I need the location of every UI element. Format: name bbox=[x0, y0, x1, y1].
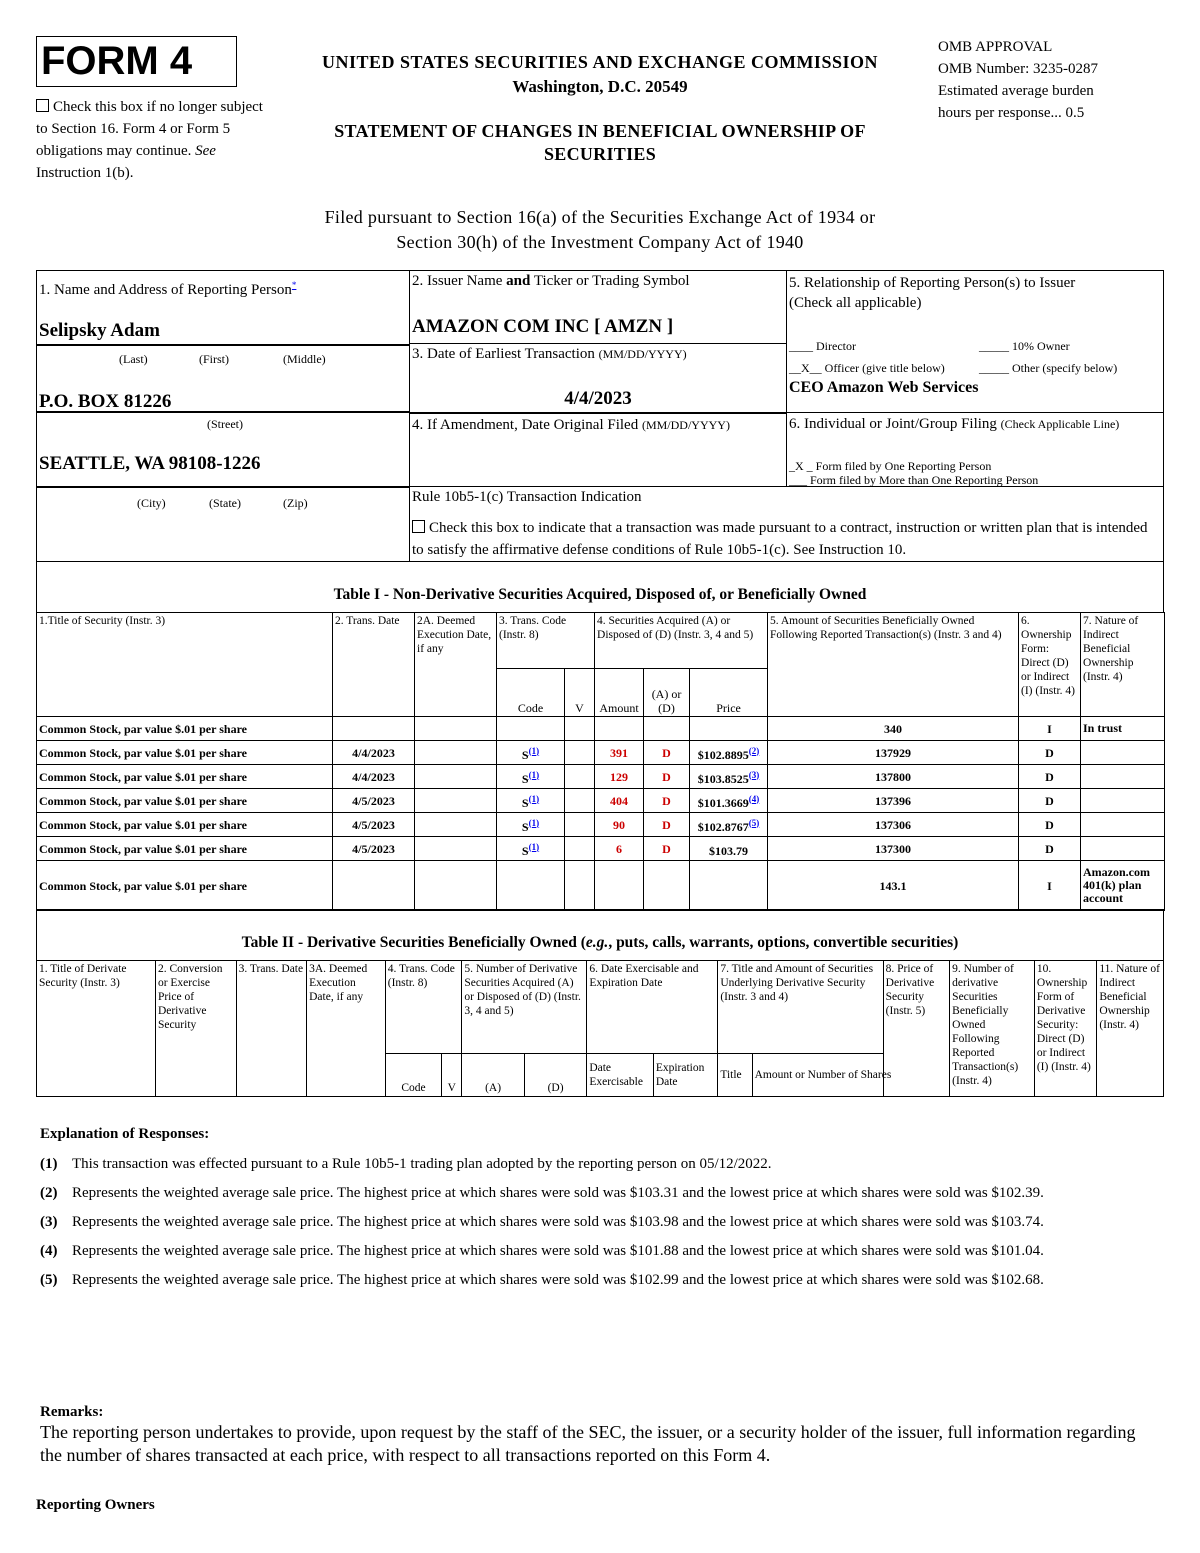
t1-h4: 4. Securities Acquired (A) or Disposed of (D) (Instr. 3, 4 and 5) bbox=[595, 613, 768, 669]
t2-h10: 10. Ownership Form of Derivative Security: Direct (D) or Indirect (I) (Instr. 4) bbox=[1034, 961, 1096, 1097]
t1-code-header: Code bbox=[497, 669, 565, 717]
city-state-zip: SEATTLE, WA 98108-1226 bbox=[39, 453, 261, 474]
t1-h1: 1.Title of Security (Instr. 3) bbox=[37, 613, 333, 717]
section16-check-info bbox=[36, 96, 266, 184]
t2-h11: 11. Nature of Indirect Beneficial Ownership (Instr. 4) bbox=[1097, 961, 1164, 1097]
amendment-box bbox=[409, 412, 787, 487]
price: $102.8767 bbox=[697, 819, 749, 834]
last-label: (Last) bbox=[119, 352, 148, 366]
t2-h2: 2. Conversion or Exercise Price of Derivative Security bbox=[155, 961, 236, 1097]
t2-d-header: (D) bbox=[524, 1054, 586, 1097]
t1-h2a: 2A. Deemed Execution Date, if any bbox=[415, 613, 497, 717]
amount-owned: 340 bbox=[884, 721, 903, 736]
t2-h7: 7. Title and Amount of Securities Underlying Derivative Security (Instr. 3 and 4) bbox=[718, 961, 883, 1054]
amount-owned: 137929 bbox=[875, 745, 912, 760]
filing-label-text: 6. Individual or Joint/Group Filing bbox=[789, 416, 997, 432]
t2-h3a: 3A. Deemed Execution Date, if any bbox=[307, 961, 386, 1097]
note-text: Represents the weighted average sale price. The highest price at which shares were sold was $103.31 and the lowest price at which shares were sold was $102.39. bbox=[72, 1185, 1044, 1201]
footnote-link[interactable]: (5) bbox=[748, 817, 760, 828]
footnote-link[interactable]: (1) bbox=[528, 817, 540, 828]
agency-city: Washington, D.C. 20549 bbox=[512, 77, 688, 96]
t2-h5: 5. Number of Derivative Securities Acquired (A) or Disposed of (D) (Instr. 3, 4 and 5) bbox=[462, 961, 587, 1054]
t2-code-header: Code bbox=[385, 1054, 441, 1097]
price: $101.3669 bbox=[697, 795, 749, 810]
reporting-owners-title: Reporting Owners bbox=[36, 1497, 155, 1513]
amount: 404 bbox=[610, 793, 629, 808]
acquired-disposed: D bbox=[662, 817, 671, 832]
amount: 90 bbox=[613, 817, 626, 832]
note-text: This transaction was effected pursuant to a Rule 10b5-1 trading plan adopted by the reporting person on 05/12/2022. bbox=[72, 1156, 772, 1172]
trans-date: 4/5/2023 bbox=[352, 793, 395, 808]
security-title: Common Stock, par value $.01 per share bbox=[39, 769, 248, 784]
acquired-disposed: D bbox=[662, 745, 671, 760]
rule10b5-text-block bbox=[412, 517, 1160, 561]
explanation-note bbox=[40, 1270, 1140, 1290]
table-row bbox=[37, 837, 1165, 861]
reporting-person-label-text: 1. Name and Address of Reporting Person bbox=[39, 282, 292, 298]
table2-title bbox=[37, 934, 1163, 952]
amount: 391 bbox=[610, 745, 629, 760]
transaction-date-label bbox=[412, 346, 687, 363]
transaction-date: 4/4/2023 bbox=[564, 388, 632, 409]
explanation-note bbox=[40, 1154, 1140, 1174]
officer-title: CEO Amazon Web Services bbox=[789, 379, 979, 396]
notes-list bbox=[40, 1154, 1140, 1290]
ownership-form: D bbox=[1045, 841, 1054, 856]
footnote-link[interactable]: (1) bbox=[528, 793, 540, 804]
t2-h1: 1. Title of Derivate Security (Instr. 3) bbox=[37, 961, 156, 1097]
omb-line: Estimated average burden bbox=[938, 83, 1094, 99]
check-text-2: Instruction 1(b). bbox=[36, 165, 134, 181]
note-number: (5) bbox=[40, 1272, 58, 1288]
ownership-nature: Amazon.com 401(k) plan account bbox=[1083, 865, 1150, 905]
acquired-disposed: D bbox=[662, 793, 671, 808]
footnote-link[interactable]: (3) bbox=[748, 769, 760, 780]
t2-title-header: Title bbox=[718, 1054, 752, 1097]
amendment-label bbox=[412, 417, 730, 434]
table-row bbox=[37, 765, 1165, 789]
omb-line: OMB APPROVAL bbox=[938, 39, 1053, 55]
acquired-disposed: D bbox=[662, 769, 671, 784]
explanation-title: Explanation of Responses: bbox=[40, 1126, 210, 1142]
transaction-date-format: (MM/DD/YYYY) bbox=[598, 347, 687, 361]
city-box bbox=[36, 411, 410, 487]
security-title: Common Stock, par value $.01 per share bbox=[39, 745, 248, 760]
note-text: Represents the weighted average sale price. The highest price at which shares were sold was $101.88 and the lowest price at which shares were sold was $101.04. bbox=[72, 1243, 1044, 1259]
rule10b5-text: Check this box to indicate that a transaction was made pursuant to a contract, instruction or written plan that is intended to satisfy the affirmative defense conditions of Rule 10b5-1(c). See Instruction 10. bbox=[412, 520, 1148, 558]
amount: 6 bbox=[616, 841, 623, 856]
relationship-sub: (Check all applicable) bbox=[789, 295, 922, 311]
t2-a-header: (A) bbox=[462, 1054, 524, 1097]
statement-title: STATEMENT OF CHANGES IN BENEFICIAL OWNERSHIP OF SECURITIES bbox=[334, 121, 866, 164]
issuer-label bbox=[412, 273, 690, 290]
table-row bbox=[37, 717, 1165, 741]
section16-checkbox[interactable] bbox=[36, 99, 49, 112]
check-see: See bbox=[195, 143, 216, 159]
zip-label: (Zip) bbox=[283, 496, 308, 510]
omb-line: OMB Number: 3235-0287 bbox=[938, 61, 1098, 77]
city-label: (City) bbox=[137, 496, 166, 510]
issuer-label-and: and bbox=[506, 273, 531, 289]
amendment-label-text: 4. If Amendment, Date Original Filed bbox=[412, 417, 639, 433]
ownership-form: D bbox=[1045, 817, 1054, 832]
form-title: FORM 4 bbox=[36, 36, 237, 87]
table1-title-box bbox=[36, 561, 1164, 613]
table2-title-eg: e.g. bbox=[585, 934, 609, 951]
filing-more-option[interactable]: ___ Form filed by More than One Reporting Person bbox=[789, 473, 1039, 487]
trans-date: 4/4/2023 bbox=[352, 769, 395, 784]
footnote-link[interactable]: (1) bbox=[528, 745, 540, 756]
table2-title-b: , puts, calls, warrants, options, convertible securities) bbox=[608, 934, 959, 951]
officer-option[interactable]: __X__ Officer (give title below) bbox=[789, 361, 945, 375]
rule10b5-box bbox=[409, 486, 1164, 562]
ownership-form: I bbox=[1047, 721, 1052, 736]
remarks-text: The reporting person undertakes to provide, upon request by the staff of the SEC, the issuer, or a security holder of the issuer, full information regarding the number of shares transacted at each price, with respect to all transactions reported on this Form 4. bbox=[40, 1422, 1136, 1465]
ownership-form: D bbox=[1045, 793, 1054, 808]
price: $103.79 bbox=[709, 843, 749, 858]
reporting-person-name: Selipsky Adam bbox=[39, 320, 160, 341]
t2-h4: 4. Trans. Code (Instr. 8) bbox=[385, 961, 462, 1054]
t2-h9: 9. Number of derivative Securities Beneficially Owned Following Reported Transaction(s) (Instr. 4) bbox=[950, 961, 1035, 1097]
table1 bbox=[36, 612, 1165, 911]
ownership-nature: In trust bbox=[1083, 721, 1123, 735]
trans-code: S bbox=[521, 795, 529, 810]
trans-code: S bbox=[521, 747, 529, 762]
price: $103.8525 bbox=[697, 771, 749, 786]
remarks-title: Remarks: bbox=[40, 1404, 104, 1420]
trans-date: 4/5/2023 bbox=[352, 817, 395, 832]
amount-owned: 137800 bbox=[875, 769, 912, 784]
amount-owned: 143.1 bbox=[879, 878, 907, 893]
filing-label bbox=[789, 416, 1119, 433]
security-title: Common Stock, par value $.01 per share bbox=[39, 841, 248, 856]
filed-pursuant bbox=[200, 205, 1000, 255]
t2-exercisable-header: Date Exercisable bbox=[587, 1054, 654, 1097]
amount-owned: 137396 bbox=[875, 793, 912, 808]
reporting-person-box bbox=[36, 270, 410, 345]
check-text-1: Check this box if no longer subject to Section 16. Form 4 or Form 5 obligations may continue. bbox=[36, 99, 263, 159]
t1-h5: 5. Amount of Securities Beneficially Owned Following Reported Transaction(s) (Instr. 3 and 4) bbox=[768, 613, 1019, 717]
table-row bbox=[37, 789, 1165, 813]
remarks-section bbox=[40, 1404, 1150, 1467]
t1-h6: 6. Ownership Form: Direct (D) or Indirect (I) (Instr. 4) bbox=[1019, 613, 1081, 717]
t2-amount-header: Amount or Number of Shares bbox=[752, 1054, 950, 1097]
trans-code: S bbox=[521, 819, 529, 834]
table2-title-box bbox=[36, 909, 1164, 961]
t1-h2: 2. Trans. Date bbox=[333, 613, 415, 717]
transaction-date-box bbox=[409, 343, 787, 412]
city-parts-box bbox=[36, 486, 410, 562]
first-label: (First) bbox=[199, 352, 229, 366]
rule10b5-label: Rule 10b5-1(c) Transaction Indication bbox=[412, 489, 642, 505]
filing-sub: (Check Applicable Line) bbox=[1000, 417, 1120, 431]
ownership-form: D bbox=[1045, 769, 1054, 784]
name-parts-box bbox=[36, 344, 410, 412]
security-title: Common Stock, par value $.01 per share bbox=[39, 793, 248, 808]
relationship-box bbox=[786, 270, 1164, 412]
footnote-link[interactable]: (2) bbox=[748, 745, 760, 756]
t1-h3: 3. Trans. Code (Instr. 8) bbox=[497, 613, 595, 669]
table2-title-a: Table II - Derivative Securities Beneficially Owned ( bbox=[241, 934, 586, 951]
trans-date: 4/5/2023 bbox=[352, 841, 395, 856]
amount: 129 bbox=[610, 769, 629, 784]
note-number: (1) bbox=[40, 1156, 58, 1172]
table-row bbox=[37, 813, 1165, 837]
street-label: (Street) bbox=[207, 417, 243, 431]
note-number: (4) bbox=[40, 1243, 58, 1259]
security-title: Common Stock, par value $.01 per share bbox=[39, 878, 248, 893]
t1-h7: 7. Nature of Indirect Beneficial Ownership (Instr. 4) bbox=[1081, 613, 1165, 717]
ownership-form: I bbox=[1047, 878, 1052, 893]
table1-title: Table I - Non-Derivative Securities Acquired, Disposed of, or Beneficially Owned bbox=[333, 586, 867, 603]
filing-one-option[interactable]: _X _ Form filed by One Reporting Person bbox=[789, 459, 992, 473]
filing-box bbox=[786, 412, 1164, 487]
footnote-link[interactable]: (1) bbox=[528, 841, 540, 852]
relationship-label-text: 5. Relationship of Reporting Person(s) to Issuer bbox=[789, 275, 1076, 291]
table2 bbox=[36, 960, 1164, 1097]
amendment-date-format: (MM/DD/YYYY) bbox=[641, 418, 730, 432]
footnote-link[interactable]: (4) bbox=[748, 793, 760, 804]
transaction-date-label-text: 3. Date of Earliest Transaction bbox=[412, 346, 595, 362]
acquired-disposed: D bbox=[662, 841, 671, 856]
issuer-box bbox=[409, 270, 787, 344]
amount-owned: 137306 bbox=[875, 817, 912, 832]
middle-label: (Middle) bbox=[283, 352, 326, 366]
state-label: (State) bbox=[209, 496, 241, 510]
filed-line-1: Filed pursuant to Section 16(a) of the Securities Exchange Act of 1934 or bbox=[324, 207, 876, 227]
t1-ad-header: (A) or (D) bbox=[644, 669, 690, 717]
ownership-form: D bbox=[1045, 745, 1054, 760]
security-title: Common Stock, par value $.01 per share bbox=[39, 721, 248, 736]
issuer-label-a: 2. Issuer Name bbox=[412, 273, 503, 289]
note-text: Represents the weighted average sale price. The highest price at which shares were sold was $103.98 and the lowest price at which shares were sold was $103.74. bbox=[72, 1214, 1044, 1230]
note-number: (2) bbox=[40, 1185, 58, 1201]
amount-owned: 137300 bbox=[875, 841, 912, 856]
rule10b5-checkbox[interactable] bbox=[412, 520, 425, 533]
footnote-star-link[interactable]: * bbox=[291, 280, 297, 290]
relationship-label bbox=[789, 273, 1159, 313]
trans-date: 4/4/2023 bbox=[352, 745, 395, 760]
price: $102.8895 bbox=[697, 747, 749, 762]
table-row bbox=[37, 741, 1165, 765]
trans-code: S bbox=[521, 771, 529, 786]
other-option[interactable]: _____ Other (specify below) bbox=[979, 361, 1118, 375]
t2-h6: 6. Date Exercisable and Expiration Date bbox=[587, 961, 718, 1054]
t2-v-header: V bbox=[442, 1054, 462, 1097]
footnote-link[interactable]: (1) bbox=[528, 769, 540, 780]
explanation-section bbox=[40, 1124, 1140, 1299]
reporting-person-label bbox=[39, 277, 296, 299]
issuer-label-b: Ticker or Trading Symbol bbox=[533, 273, 690, 289]
t2-expiration-header: Expiration Date bbox=[653, 1054, 718, 1097]
security-title: Common Stock, par value $.01 per share bbox=[39, 817, 248, 832]
agency-title: UNITED STATES SECURITIES AND EXCHANGE COMMISSION bbox=[322, 52, 878, 72]
omb-approval bbox=[938, 36, 1168, 124]
street-address: P.O. BOX 81226 bbox=[39, 391, 172, 412]
trans-code: S bbox=[521, 843, 529, 858]
t2-h8: 8. Price of Derivative Security (Instr. 5) bbox=[883, 961, 950, 1097]
note-number: (3) bbox=[40, 1214, 58, 1230]
explanation-note bbox=[40, 1183, 1140, 1203]
filed-line-2: Section 30(h) of the Investment Company Act of 1940 bbox=[396, 232, 804, 252]
t1-v-header: V bbox=[565, 669, 595, 717]
t1-amount-header: Amount bbox=[595, 669, 644, 717]
explanation-note bbox=[40, 1241, 1140, 1261]
t1-price-header: Price bbox=[690, 669, 768, 717]
owner10-option[interactable]: _____ 10% Owner bbox=[979, 339, 1070, 353]
note-text: Represents the weighted average sale price. The highest price at which shares were sold was $102.99 and the lowest price at which shares were sold was $102.68. bbox=[72, 1272, 1044, 1288]
table-row bbox=[37, 861, 1165, 911]
issuer-name: AMAZON COM INC [ AMZN ] bbox=[412, 316, 674, 337]
explanation-note bbox=[40, 1212, 1140, 1232]
omb-line: hours per response... 0.5 bbox=[938, 105, 1085, 121]
director-option[interactable]: ____ Director bbox=[789, 339, 856, 353]
t2-h3: 3. Trans. Date bbox=[236, 961, 307, 1097]
